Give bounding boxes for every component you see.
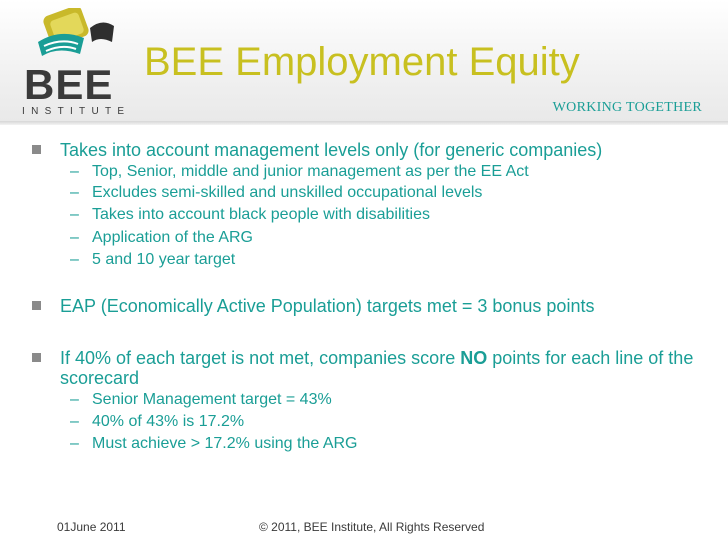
logo-emblem-icon <box>32 8 152 68</box>
sub-bullet <box>70 183 483 203</box>
sub-bullet-text: 5 and 10 year target <box>92 251 236 268</box>
sub-bullet <box>70 228 253 248</box>
bullet-eap-targets <box>60 296 700 316</box>
sub-bullet-text: Application of the ARG <box>92 229 253 246</box>
sub-bullet-text: 40% of 43% is 17.2% <box>92 413 245 430</box>
bullet-forty-percent-rule <box>60 348 700 388</box>
sub-bullet-text: Senior Management target = 43% <box>92 391 332 408</box>
sub-bullet-text: Takes into account black people with disabilities <box>92 206 430 223</box>
bullet-square-icon <box>32 301 41 310</box>
sub-bullet-text: Top, Senior, middle and junior management as per the EE Act <box>92 163 529 180</box>
dash-icon: – <box>70 391 79 408</box>
bullet-text: Takes into account management levels only (for generic companies) <box>60 140 603 160</box>
sub-bullet-text: Excludes semi-skilled and unskilled occupational levels <box>92 184 483 201</box>
dash-icon: – <box>70 435 79 452</box>
sub-bullet <box>70 250 236 270</box>
sub-bullet <box>70 205 430 225</box>
bullet-square-icon <box>32 145 41 154</box>
sub-bullet <box>70 390 332 410</box>
sub-bullet <box>70 412 245 432</box>
bullet-management-levels <box>60 140 700 160</box>
bullet-text-part: points for each line of the scorecard <box>60 348 694 388</box>
header-divider <box>0 121 728 125</box>
dash-icon: – <box>70 229 79 246</box>
dash-icon: – <box>70 413 79 430</box>
sub-bullet-text: Must achieve > 17.2% using the ARG <box>92 435 358 452</box>
bullet-text-emphasis: NO <box>460 348 488 368</box>
slide-title: BEE Employment Equity <box>144 40 580 84</box>
dash-icon: – <box>70 184 79 201</box>
sub-bullet <box>70 162 529 182</box>
footer-copyright: © 2011, BEE Institute, All Rights Reserved <box>259 520 485 534</box>
slide-tagline: WORKING TOGETHER <box>552 100 702 115</box>
logo-wordmark: BEE <box>24 61 114 108</box>
logo-subtitle: INSTITUTE <box>22 106 131 117</box>
bullet-text-part: If 40% of each target is not met, companies score <box>60 348 461 368</box>
bullet-text: EAP (Economically Active Population) targets met = 3 bonus points <box>60 296 595 316</box>
dash-icon: – <box>70 163 79 180</box>
dash-icon: – <box>70 251 79 268</box>
bee-institute-logo <box>10 8 130 118</box>
footer-date: 01June 2011 <box>57 520 126 534</box>
sub-bullet <box>70 434 358 454</box>
bullet-square-icon <box>32 353 41 362</box>
dash-icon: – <box>70 206 79 223</box>
